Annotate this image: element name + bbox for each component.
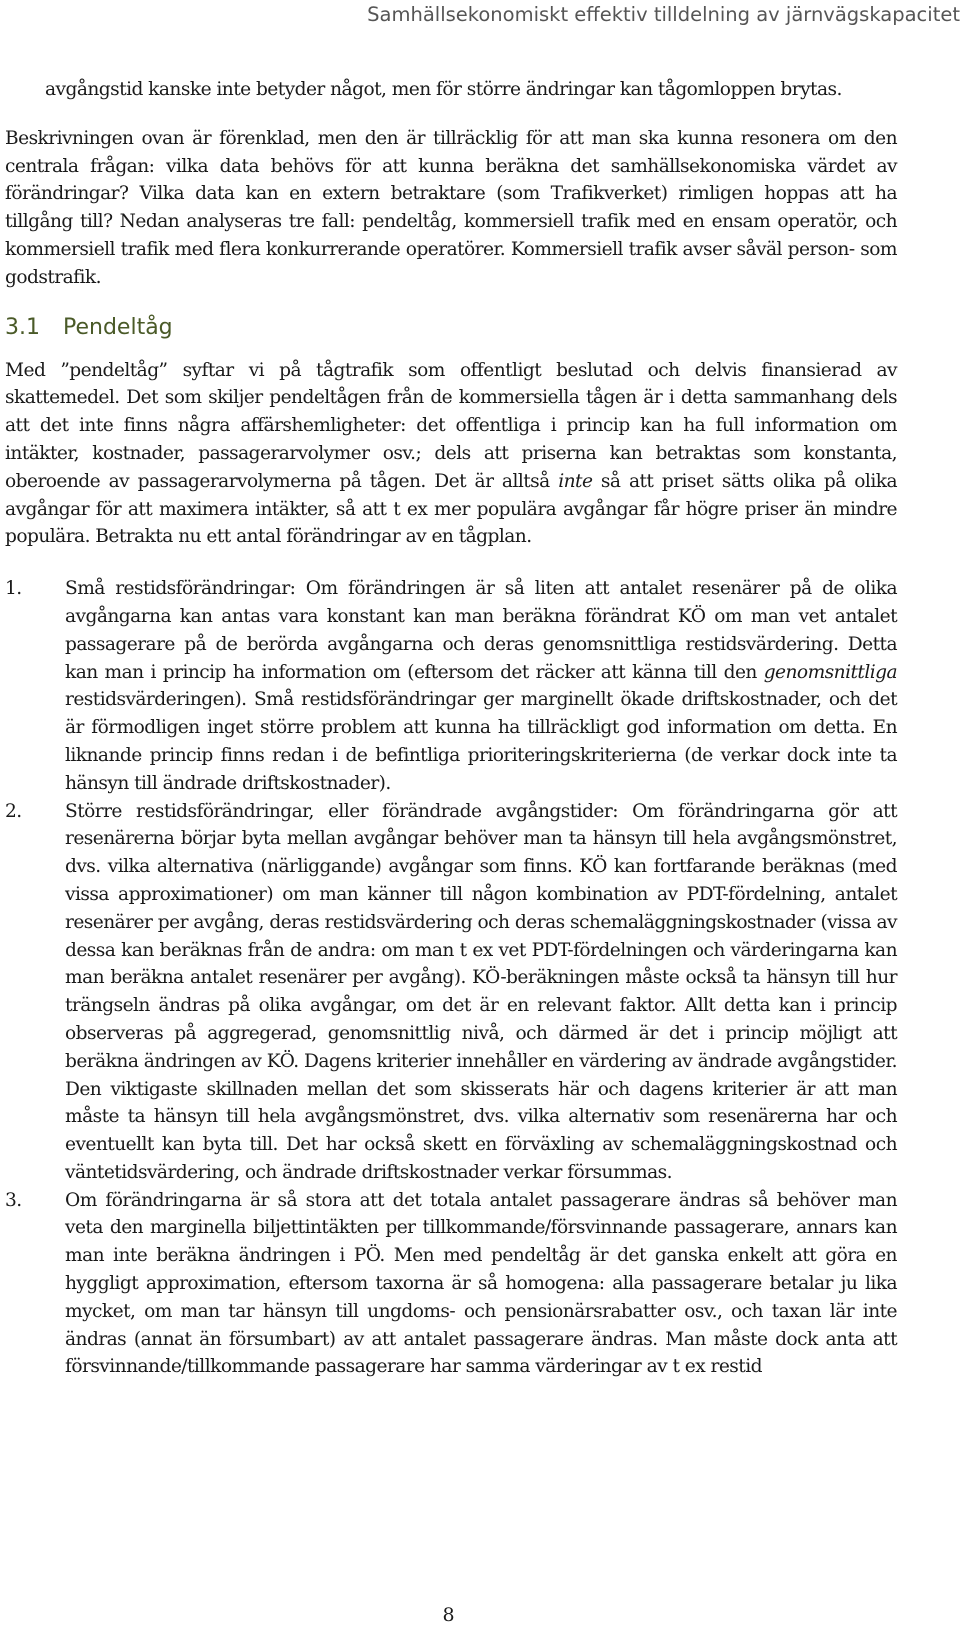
section-number: 3.1 — [5, 314, 40, 340]
list-item — [5, 575, 897, 797]
list-item-text: Om förändringarna är så stora att det totala antalet passagerare ändras så behöver man veta den marginella biljettintäkten per tillkommande/försvinnande passagerare, annars kan man inte beräkna ändringen i PÖ. Men med pendeltåg är det ganska enkelt att göra en hyggligt approximation, eftersom taxorna är så homogena: alla passagerare betalar ju lika mycket, om man tar hänsyn till ungdoms- och pensionärsrabatter osv., och taxan lär inte ändras (annat än försumbart) av att antalet passagerare ändras. Man måste dock anta att försvinnande/tillkommande passagerare har samma värderingar av t ex restid — [65, 1189, 897, 1378]
list-item-text-2: restidsvärderingen). Små restidsförändringar ger marginellt ökade driftskostnader, och det är förmodligen inget större problem att kunna ha tillräckligt god information om detta. En liknande princip finns redan i de befintliga prioriteringskriterierna (de verkar dock inte ta hänsyn till ändrade driftskostnader). — [65, 689, 897, 794]
list-item — [5, 1187, 897, 1382]
body-paragraph: Beskrivningen ovan är förenklad, men den är tillräcklig för att man ska kunna resonera om den centrala frågan: vilka data behövs för att kunna beräkna det samhällsekonomiska värdet av förändringar? Vilka data kan en extern betraktare (som Trafikverket) rimligen hoppas att ha tillgång till? Nedan analyseras tre fall: pendeltåg, kommersiell trafik med en ensam operatör, och kommersiell trafik med flera konkurrerande operatörer. Kommersiell trafik avser såväl person- som godstrafik. — [5, 127, 897, 288]
page-number: 8 — [442, 1604, 455, 1626]
section-paragraph — [5, 357, 897, 552]
emphasis-text: inte — [558, 470, 593, 492]
list-item — [5, 798, 897, 1187]
numbered-list — [5, 575, 897, 1381]
list-marker: 1. — [5, 578, 22, 600]
section-paragraph-text-2: så att priset sätts olika på olika avgångar för att maximera intäkter, så att t ex mer populära avgångar får högre priser än mindre populära. Betrakta nu ett antal förändringar av en tågplan. — [5, 470, 897, 548]
section-heading — [5, 313, 897, 343]
list-item-text: Större restidsförändringar, eller förändrade avgångstider: Om förändringarna gör att resenärerna börjar byta mellan avgångar behöver man ta hänsyn till hela avgångsmönstret, dvs. vilka alternativa (närliggande) avgångar som finns. KÖ kan fortfarande beräknas (med vissa approximationer) om man känner till någon kombination av PDT-fördelning, antalet resenärer per avgång, deras restidsvärdering och deras schemaläggningskostnader (vissa av dessa kan beräknas från de andra: om man t ex vet PDT-fördelningen och värderingarna kan man beräkna antalet resenärer per avgång). KÖ-beräkningen måste också ta hänsyn till hur trängseln ändras på olika avgångar, om det är en relevant faktor. Allt detta kan i princip observeras på aggregerad, genomsnittlig nivå, och därmed är det i princip möjligt att beräkna ändringen av KÖ. Dagens kriterier innehåller en värdering av ändrade avgångstider. Den viktigaste skillnaden mellan det som skisserats här och dagens kriterier är att man måste ta hänsyn till hela avgångsmönstret, dvs. vilka alternativ som resenärerna har och eventuellt kan byta till. Det har också skett en förväxling av schemaläggningskostnad och väntetidsvärdering, och ändrade driftskostnader verkar försummas. — [65, 800, 897, 1183]
list-marker: 3. — [5, 1189, 22, 1211]
section-paragraph-text-1: Med ”pendeltåg” syftar vi på tågtrafik som offentligt beslutad och delvis finansierad av skattemedel. Det som skiljer pendeltågen från de kommersiella tågen är i detta sammanhang dels att det inte finns några affärshemligheter: det offentliga i princip kan ha full information om intäkter, kostnader, passagerarvolymer osv.; dels att priserna kan betraktas som konstanta, oberoende av passagerarvolymerna på tågen. Det är alltså — [5, 359, 897, 492]
page-body — [5, 76, 897, 1381]
running-header: Samhällsekonomiskt effektiv tilldelning av järnvägskapacitet — [367, 3, 960, 26]
continued-paragraph: avgångstid kanske inte betyder något, men för större ändringar kan tågomloppen brytas. — [45, 79, 842, 100]
emphasis-text: genomsnittliga — [763, 661, 897, 683]
list-marker: 2. — [5, 800, 22, 822]
section-title: Pendeltåg — [63, 314, 173, 340]
list-item-text-1: Små restidsförändringar: Om förändringen är så liten att antalet resenärer på de olika avgångarna kan antas vara konstant kan man beräkna förändrat KÖ om man vet antalet passagerare på de berörda avgångarna och deras genomsnittliga restidsvärdering. Detta kan man i princip ha information om (eftersom det räcker att känna till den — [65, 578, 897, 683]
